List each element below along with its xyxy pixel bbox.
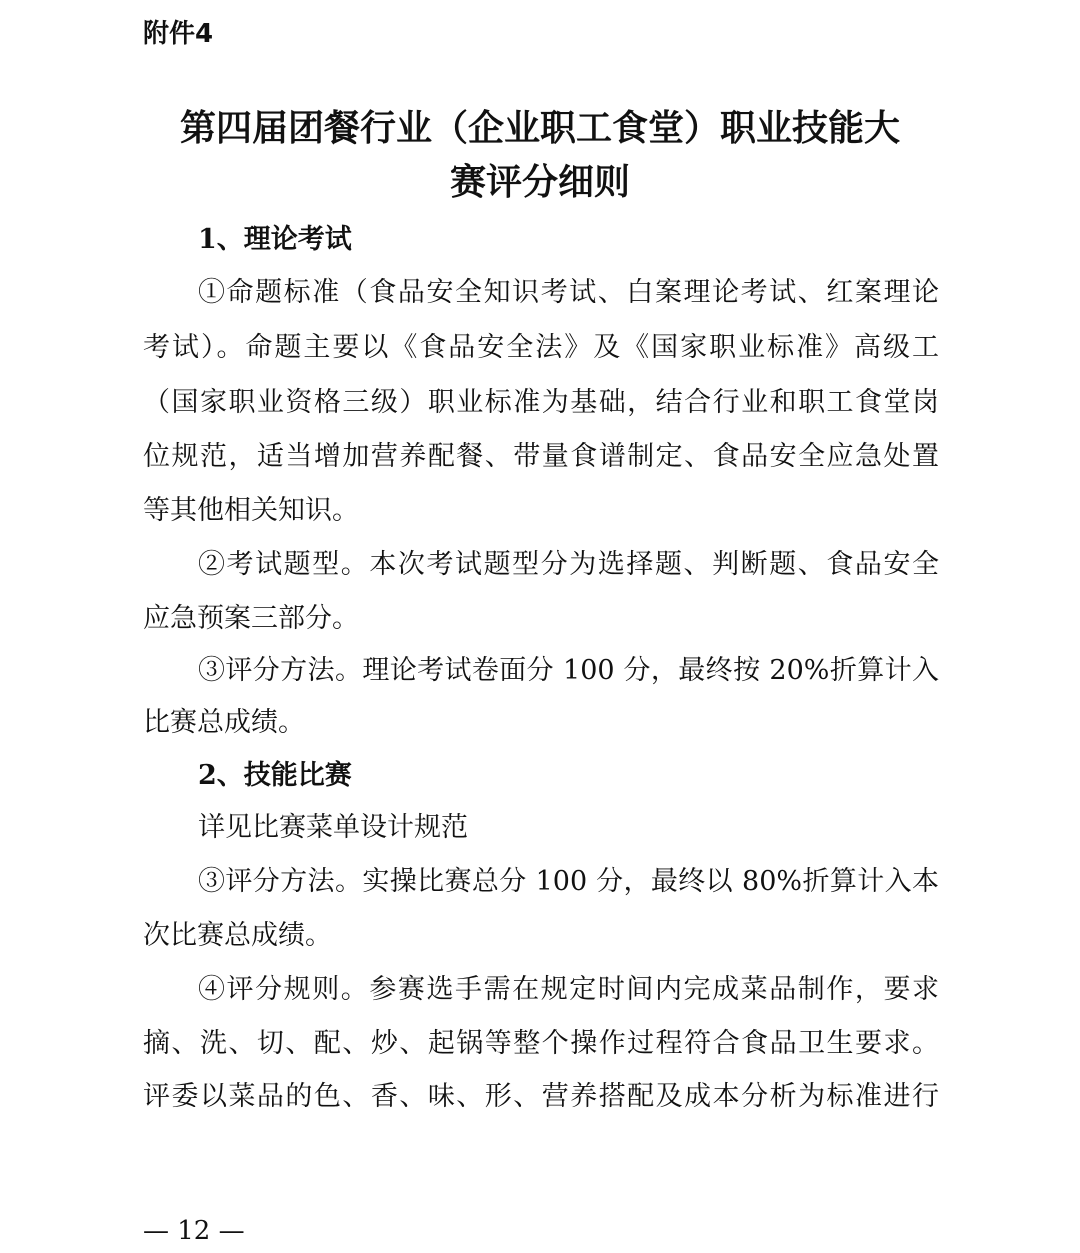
paragraph-line: ①命题标准（食品安全知识考试、白案理论考试、红案理论 xyxy=(198,277,939,308)
paragraph-line: 次比赛总成绩。 xyxy=(143,920,332,951)
paragraph-line: ③评分方法。实操比赛总分 100 分，最终以 80%折算计入本 xyxy=(198,866,939,897)
paragraph-line: （国家职业资格三级）职业标准为基础，结合行业和职工食堂岗 xyxy=(143,387,939,418)
section-heading-skill-contest: 2、技能比赛 xyxy=(198,760,352,791)
attachment-label: 附件4 xyxy=(143,19,214,49)
paragraph-line: 位规范，适当增加营养配餐、带量食谱制定、食品安全应急处置 xyxy=(143,441,939,472)
paragraph-line: 比赛总成绩。 xyxy=(143,707,305,738)
page-number: — 12 — xyxy=(143,1216,245,1246)
document-title-line-1: 第四届团餐行业（企业职工食堂）职业技能大 xyxy=(179,108,900,149)
paragraph-line: 评委以菜品的色、香、味、形、营养搭配及成本分析为标准进行 xyxy=(143,1081,939,1112)
paragraph-line: 考试）。命题主要以《食品安全法》及《国家职业标准》高级工 xyxy=(143,332,939,363)
paragraph-line: ②考试题型。本次考试题型分为选择题、判断题、食品安全 xyxy=(198,549,939,580)
paragraph-line: ③评分方法。理论考试卷面分 100 分，最终按 20%折算计入 xyxy=(198,655,939,686)
document-title-line-2: 赛评分细则 xyxy=(449,162,630,203)
paragraph-line: ④评分规则。参赛选手需在规定时间内完成菜品制作，要求 xyxy=(198,974,939,1005)
paragraph-line: 详见比赛菜单设计规范 xyxy=(198,812,468,843)
section-heading-theory-exam: 1、理论考试 xyxy=(198,224,352,255)
paragraph-line: 应急预案三部分。 xyxy=(143,603,359,634)
paragraph-line: 摘、洗、切、配、炒、起锅等整个操作过程符合食品卫生要求。 xyxy=(143,1028,939,1059)
paragraph-line: 等其他相关知识。 xyxy=(143,495,359,526)
